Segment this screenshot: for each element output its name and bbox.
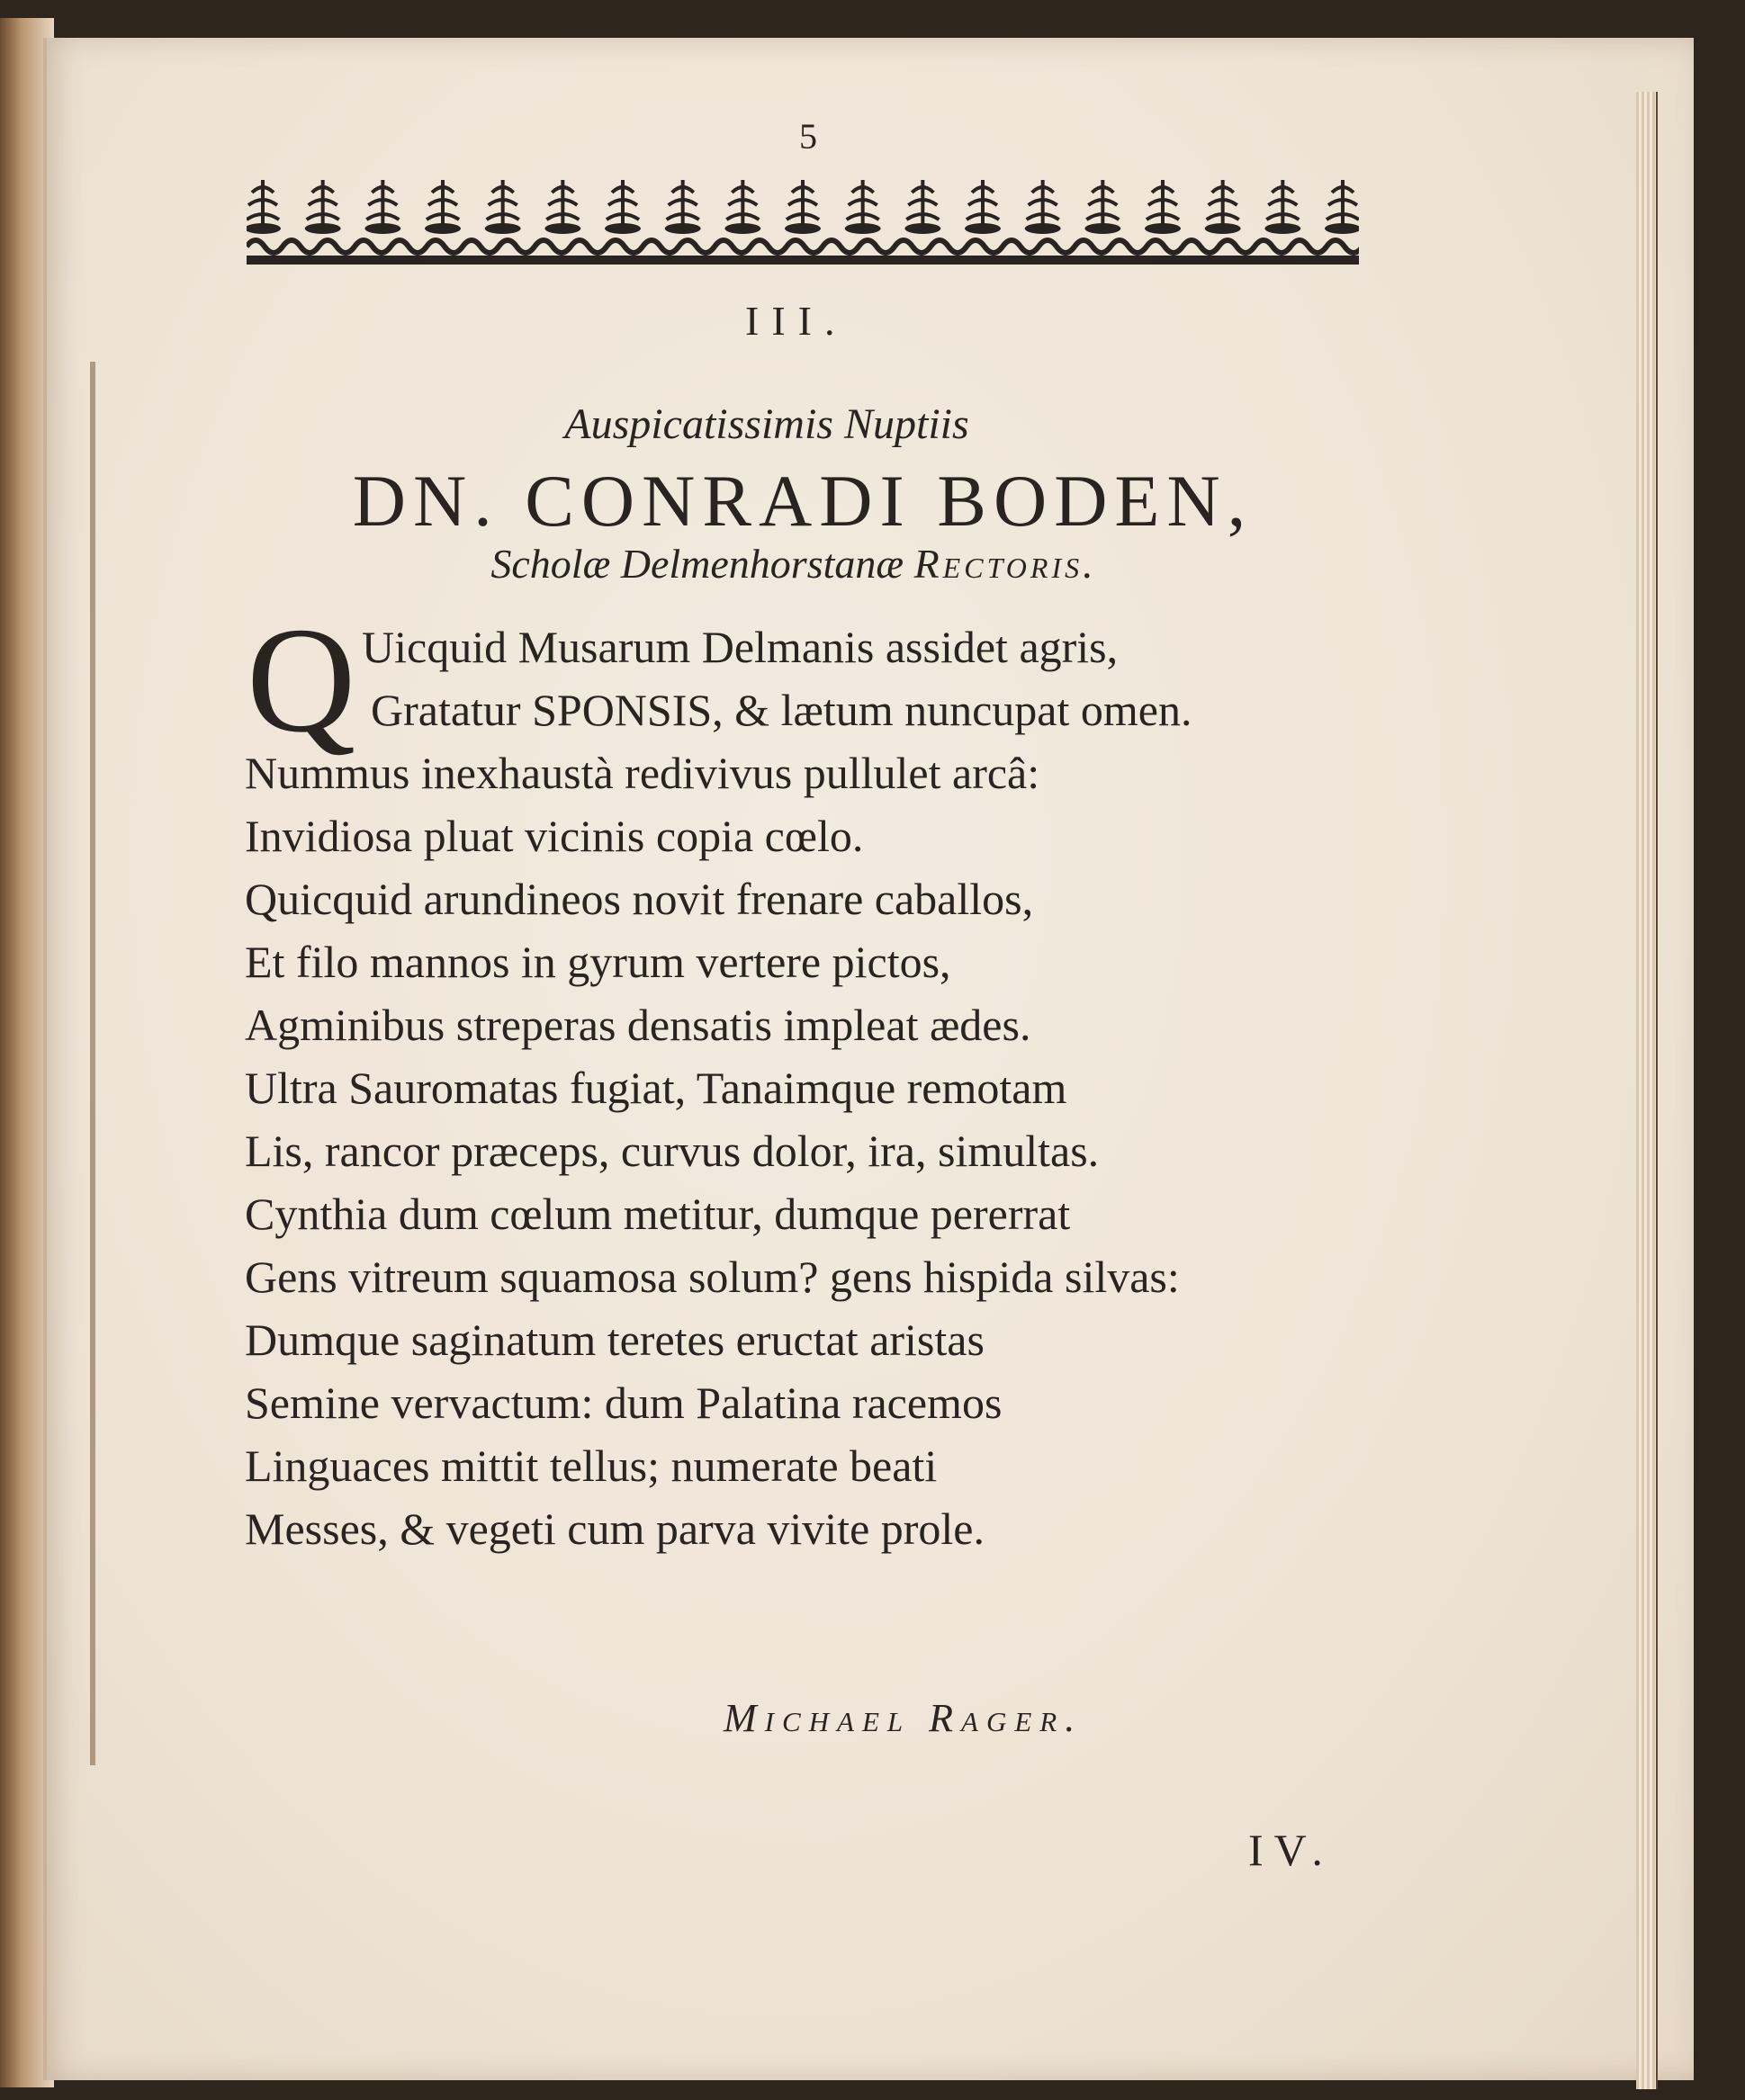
verse-line: Linguaces mittit tellus; numerate beati [245, 1440, 938, 1491]
verse-line: Uicquid Musarum Delmanis assidet agris, [362, 622, 1119, 672]
verse-line: Dumque saginatum teretes eructat aristas [245, 1315, 985, 1365]
verse-line: Gens vitreum squamosa solum? gens hispida silvas: [245, 1252, 1180, 1302]
author-signature: Michael Rager. [724, 1696, 1084, 1740]
verse-line: Quicquid arundineos novit frenare caballos, [245, 874, 1034, 924]
fleuron-icon [605, 180, 641, 234]
book-page [43, 38, 1694, 2080]
ornament-rule [247, 256, 1359, 265]
fleuron-icon [1145, 180, 1181, 234]
fleuron-icon [1025, 180, 1061, 234]
verse-line: Gratatur SPONSIS, & lætum nuncupat omen. [371, 685, 1192, 735]
verse-line: Nummus inexhaustà redivivus pullulet arcâ: [245, 748, 1040, 798]
verse-line: Semine vervactum: dum Palatina racemos [245, 1378, 1003, 1428]
fleuron-icon [904, 180, 940, 234]
fleuron-icon [247, 180, 281, 234]
fleuron-icon [665, 180, 701, 234]
scroll-border-icon [247, 240, 1359, 253]
honoree-title-rank: Rectoris. [913, 541, 1097, 587]
verse-line: Invidiosa pluat vicinis copia cœlo. [245, 811, 864, 861]
catchword: IV. [1248, 1825, 1334, 1875]
section-number: III. [745, 298, 848, 344]
fleuron-icon [1205, 180, 1241, 234]
verse-line: Agminibus streperas densatis impleat ædes. [245, 1000, 1031, 1050]
verse-line: Et filo mannos in gyrum vertere pictos, [245, 937, 951, 987]
verse-line: Lis, rancor præceps, curvus dolor, ira, simultas. [245, 1126, 1100, 1176]
ornament-band-icon [247, 173, 1359, 272]
fleuron-icon [544, 180, 580, 234]
honoree-name: DN. CONRADI BODEN, [352, 460, 1254, 542]
verse-line: Messes, & vegeti cum parva vivite prole. [245, 1503, 985, 1554]
drop-cap: Q [247, 597, 356, 764]
verse-line: Ultra Sauromatas fugiat, Tanaimque remotam [245, 1063, 1067, 1113]
fleuron-icon [485, 180, 521, 234]
fleuron-icon [785, 180, 821, 234]
occasion-line: Auspicatissimis Nuptiis [564, 400, 969, 448]
honoree-title [47, 540, 1541, 588]
fleuron-icon [305, 180, 341, 234]
page-number: 5 [799, 116, 817, 157]
fleuron-icon [965, 180, 1001, 234]
fleuron-icon [1325, 180, 1359, 234]
page-stack-edge [1636, 92, 1658, 2089]
fleuron-icon [425, 180, 461, 234]
fleuron-icon [364, 180, 400, 234]
fleuron-icon [845, 180, 881, 234]
fleuron-icon [1264, 180, 1300, 234]
fleuron-icon [724, 180, 760, 234]
honoree-title-prefix: Scholæ Delmenhorstanæ [490, 541, 904, 587]
fleuron-icon [1084, 180, 1120, 234]
verse-line: Cynthia dum cœlum metitur, dumque pererrat [245, 1189, 1071, 1239]
